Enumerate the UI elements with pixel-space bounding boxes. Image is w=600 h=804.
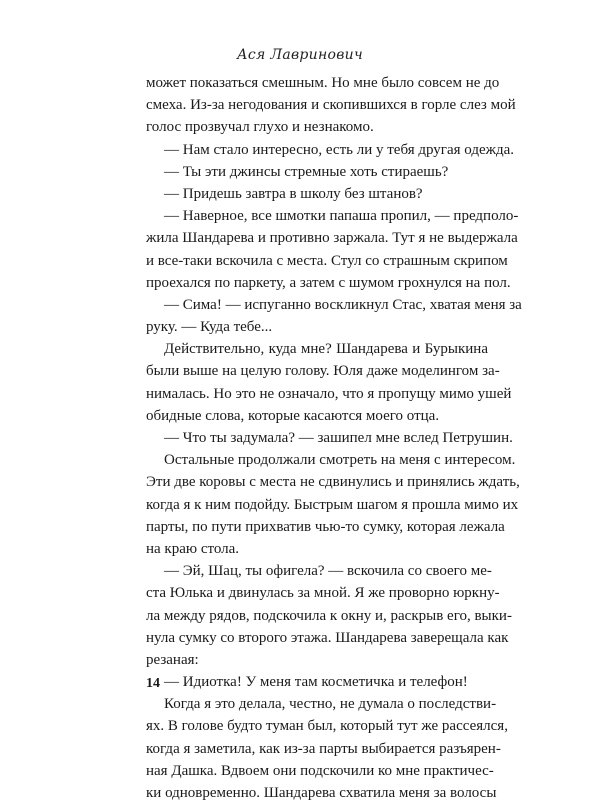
text-line: парты, по пути прихватив чью-то сумку, которая лежала	[146, 518, 505, 535]
body-text	[146, 72, 522, 804]
text-line: может показаться смешным. Но мне было совсем не до	[146, 75, 500, 91]
text-line: смеха. Из-за негодования и скопившихся в горле слез мой	[146, 97, 516, 114]
text-line: ки одновременно. Шандарева схватила меня за волосы	[146, 785, 497, 801]
text-line: Эти две коровы с места не сдвинулись и принялись ждать,	[146, 474, 520, 491]
text-line: — Нам стало интересно, есть ли у тебя другая одежда.	[164, 141, 515, 158]
text-line: когда я заметила, как из-за парты выбирается разъярен-	[146, 740, 501, 757]
text-line: — Что ты задумала? — зашипел мне вслед Петрушин.	[164, 430, 513, 446]
text-line: Действительно, куда мне? Шандарева и Бурыкина	[164, 341, 488, 358]
text-line: на краю стола.	[146, 540, 240, 557]
text-line: — Идиотка! У меня там косметичка и телефон!	[164, 674, 468, 691]
text-line: когда я к ним подойду. Быстрым шагом я прошла мимо их	[146, 496, 519, 513]
text-line: жила Шандарева и противно заржала. Тут я не выдержала	[146, 230, 518, 247]
text-line: ная Дашка. Вдвоем они подскочили ко мне практичес-	[146, 762, 494, 779]
text-line: проехался по паркету, а затем с шумом грохнулся на пол.	[146, 274, 511, 291]
text-line: и все-таки вскочила с места. Стул со страшным скрипом	[146, 252, 508, 269]
text-line: были выше на целую голову. Юля даже моделингом за-	[146, 363, 500, 380]
text-line: — Наверное, все шмотки папаша пропил, — предполо-	[164, 208, 519, 225]
text-line: — Сима! — испуганно воскликнул Стас, хватая меня за	[164, 296, 522, 313]
text-line: резаная:	[146, 651, 199, 668]
text-line: Когда я это делала, честно, не думала о последстви-	[164, 696, 497, 713]
text-line: — Ты эти джинсы стремные хоть стираешь?	[164, 163, 449, 180]
text-line: нималась. Но это не означало, что я пропущу мимо ушей	[146, 385, 512, 402]
text-line: руку. — Куда тебе...	[146, 319, 273, 336]
text-line: голос прозвучал глухо и незнакомо.	[146, 119, 374, 136]
page-number: 14	[146, 676, 160, 691]
text-line: ла между рядов, подскочила к окну и, раскрыв его, выки-	[146, 607, 512, 624]
text-line: Остальные продолжали смотреть на меня с интересом.	[164, 452, 516, 469]
text-line: нула сумку со второго этажа. Шандарева заверещала как	[146, 629, 509, 646]
text-line: обидные слова, которые касаются моего отца.	[146, 407, 440, 424]
text-line: — Эй, Шац, ты офигела? — вскочила со своего ме-	[164, 563, 492, 580]
text-line: ях. В голове будто туман был, который тут же рассеялся,	[146, 718, 508, 735]
text-line: ста Юлька и двинулась за мной. Я же проворно юркну-	[146, 585, 500, 602]
running-head: Ася Лавринович	[236, 47, 364, 63]
text-line: — Придешь завтра в школу без штанов?	[164, 185, 423, 202]
